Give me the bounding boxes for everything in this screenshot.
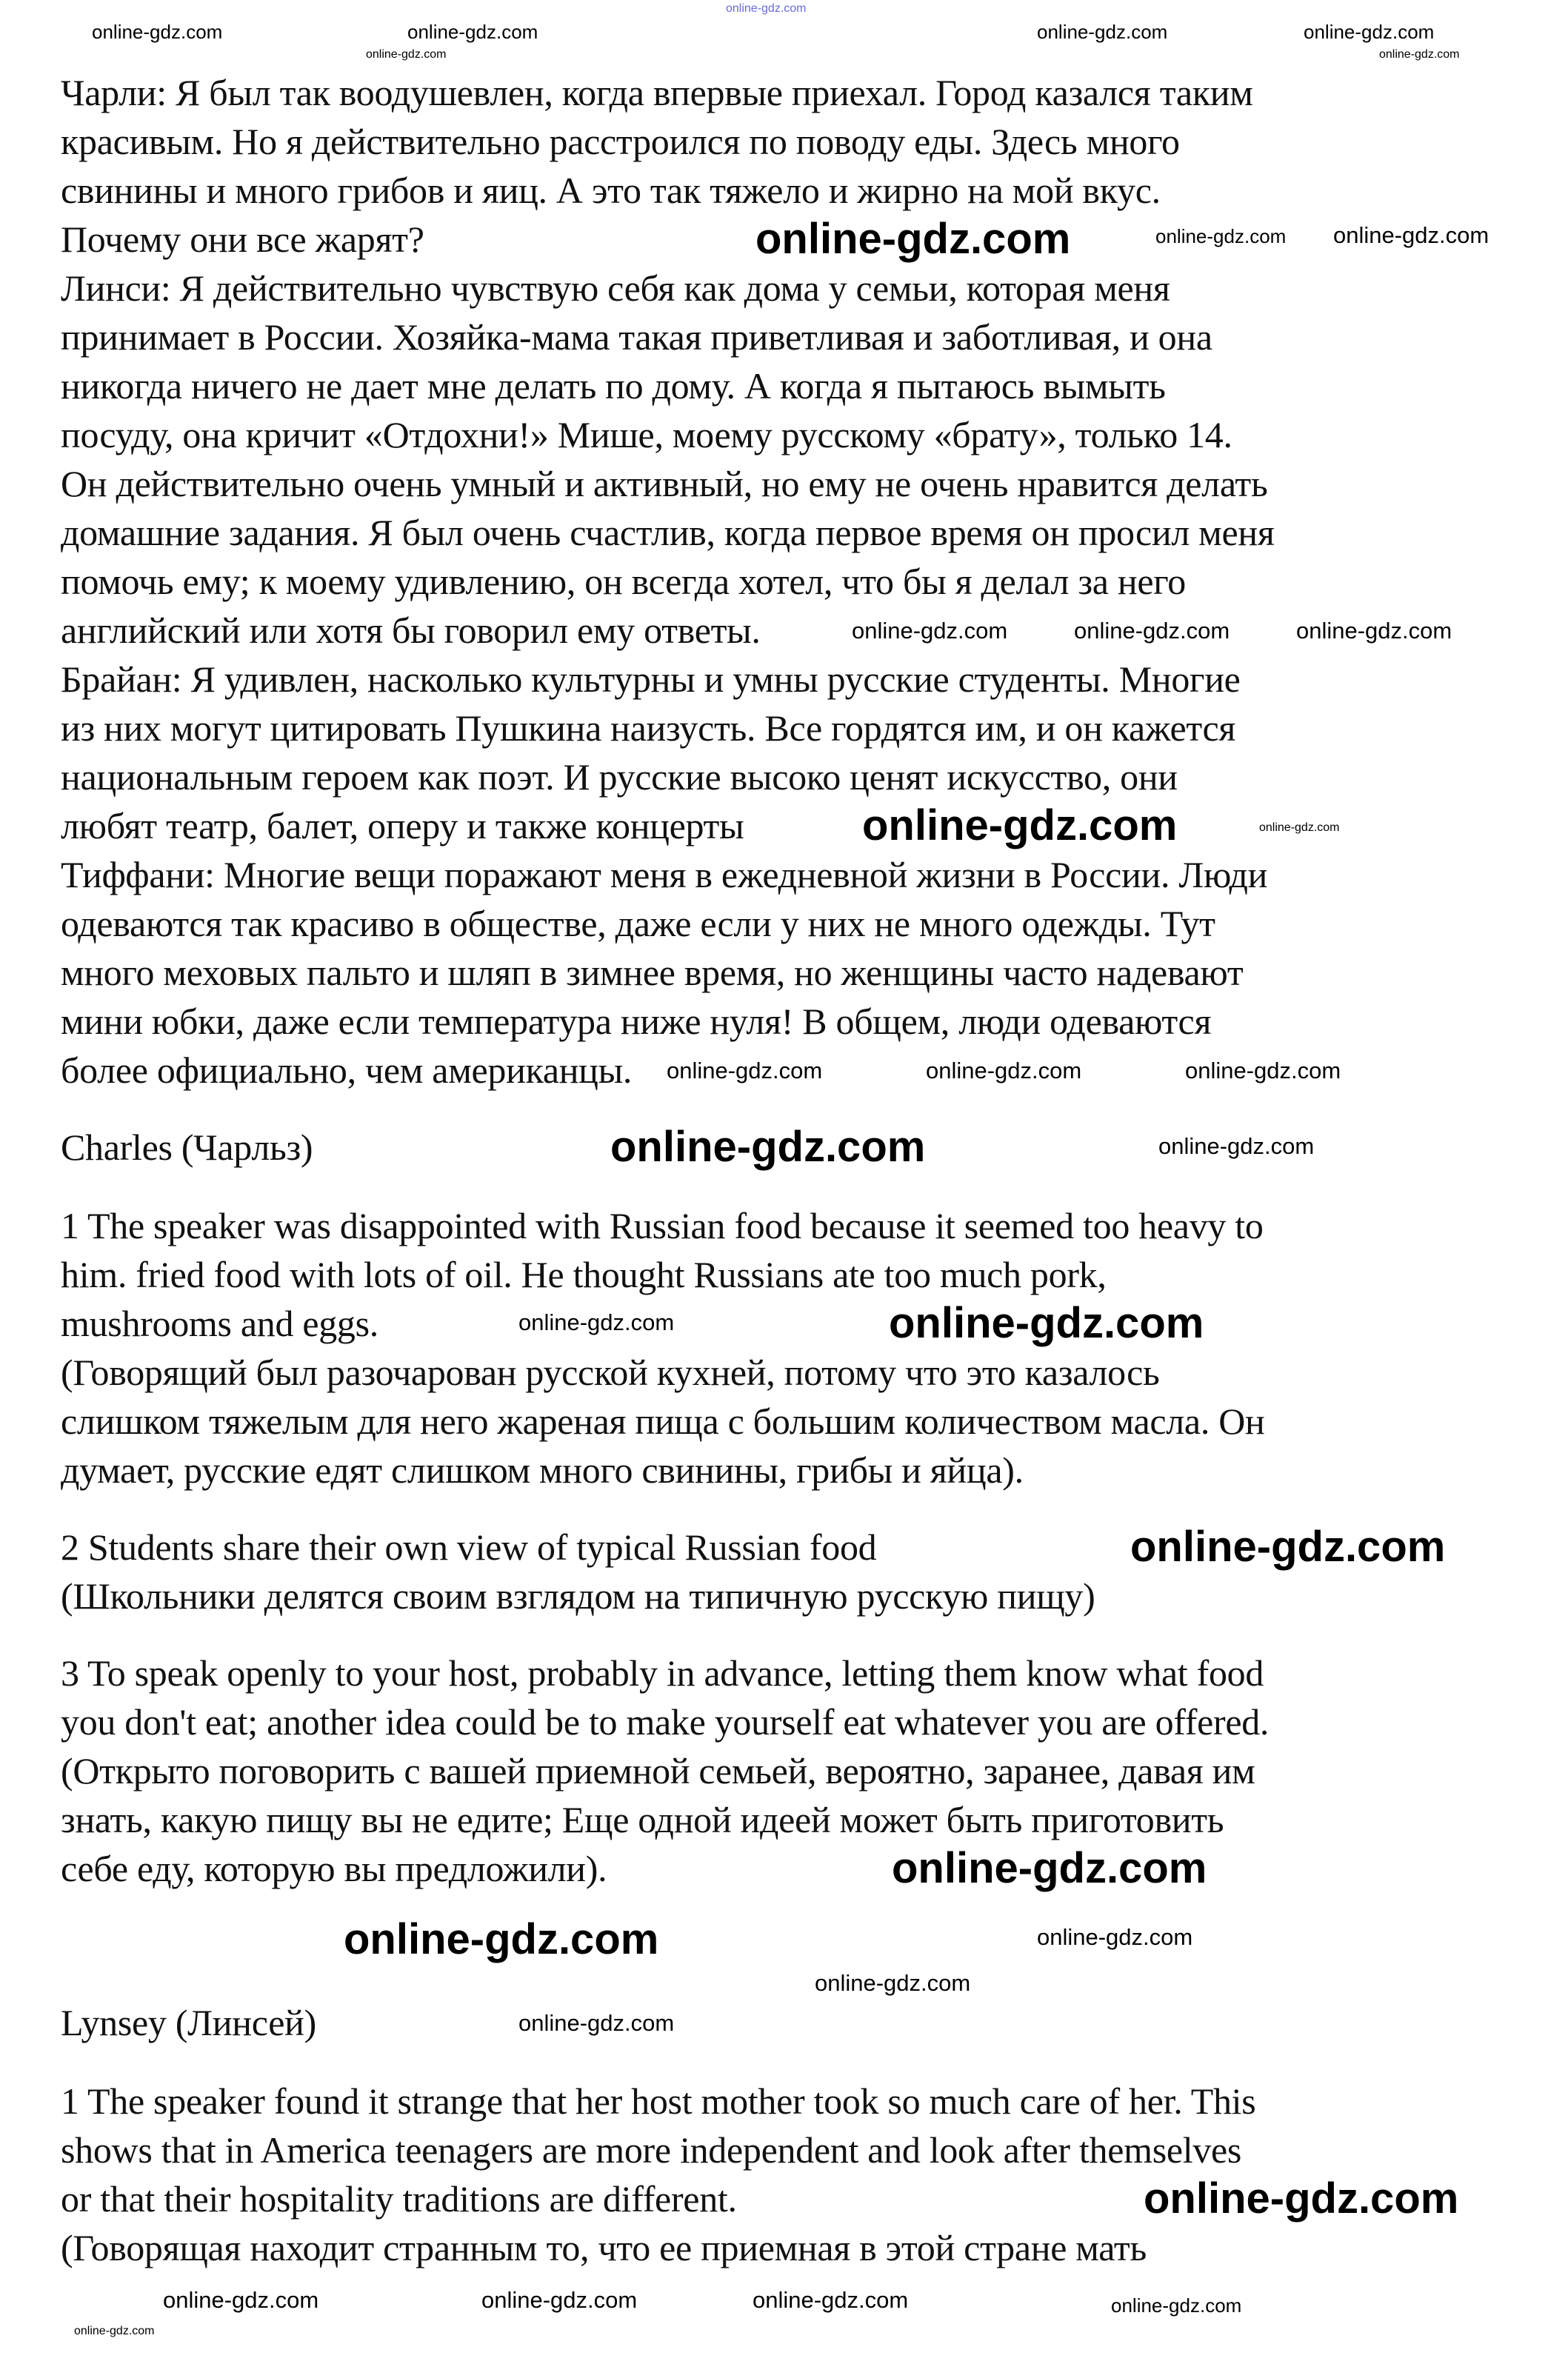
text-line: you don't eat; another idea could be to make yourself eat whatever you are offered. [61,1701,1270,1743]
text-line: мини юбки, даже если температура ниже нуля! В общем, люди одеваются [61,1001,1212,1042]
watermark: online-gdz.com [852,618,1008,644]
text-line: себе еду, которую вы предложили). [61,1848,607,1889]
text-line: любят театр, балет, оперу и также концерты [61,805,744,847]
header-watermark: online-gdz.com [726,2,807,15]
watermark: online-gdz.com [1259,821,1340,834]
text-line: Чарли: Я был так воодушевлен, когда впервые приехал. Город казался таким [61,72,1253,113]
text-line: 2 Students share their own view of typical Russian food [61,1526,877,1568]
text-line: (Школьники делятся своим взглядом на типичную русскую пищу) [61,1575,1095,1617]
watermark: online-gdz.com [892,1844,1207,1892]
text-line: из них могут цитировать Пушкина наизусть. Все гордятся им, и он кажется [61,707,1236,749]
watermark: online-gdz.com [1074,618,1230,644]
text-line: Почему они все жарят? [61,218,424,260]
watermark: online-gdz.com [1185,1058,1341,1084]
watermark: online-gdz.com [889,1299,1204,1347]
text-line: shows that in America teenagers are more independent and look after themselves [61,2129,1242,2171]
text-line: (Открыто поговорить с вашей приемной семьей, вероятно, заранее, давая им [61,1750,1255,1792]
watermark: online-gdz.com [926,1058,1082,1084]
text-line: думает, русские едят слишком много свинины, грибы и яйца). [61,1449,1024,1491]
text-line: знать, какую пищу вы не едите; Еще одной идеей может быть приготовить [61,1799,1224,1840]
watermark: online-gdz.com [366,48,447,61]
watermark: online-gdz.com [1144,2174,1459,2223]
text-line: or that their hospitality traditions are different. [61,2178,737,2220]
text-line: много меховых пальто и шляп в зимнее время, но женщины часто надевают [61,952,1244,993]
watermark: online-gdz.com [74,2325,155,2337]
watermark: online-gdz.com [1037,21,1168,43]
watermark: online-gdz.com [1037,1924,1193,1950]
text-line: Брайан: Я удивлен, насколько культурны и умны русские студенты. Многие [61,658,1241,700]
watermark: online-gdz.com [755,215,1071,263]
text-line: национальным героем как поэт. И русские высоко ценят искусство, они [61,756,1178,798]
text-line: 1 The speaker found it strange that her host mother took so much care of her. This [61,2080,1256,2122]
paragraph-block [61,1649,1535,1893]
text-line: слишком тяжелым для него жареная пища с большим количеством масла. Он [61,1400,1265,1442]
watermark: online-gdz.com [1379,48,1460,61]
watermark: online-gdz.com [1111,2294,1242,2317]
text-line: (Говорящая находит странным то, что ее приемная в этой стране мать [61,2227,1147,2268]
text-line: 3 To speak openly to your host, probably in advance, letting them know what food [61,1652,1264,1694]
watermark: online-gdz.com [815,1970,971,1996]
watermark: online-gdz.com [518,1309,675,1335]
watermark: online-gdz.com [481,2287,638,2313]
text-line: Тиффани: Многие вещи поражают меня в ежедневной жизни в России. Люди [61,854,1268,895]
watermark: online-gdz.com [518,2010,675,2036]
text-line: помочь ему; к моему удивлению, он всегда хотел, что бы я делал за него [61,561,1186,602]
watermark: online-gdz.com [1304,21,1435,43]
watermark: online-gdz.com [1296,618,1452,644]
watermark: online-gdz.com [163,2287,319,2313]
text-line: домашние задания. Я был очень счастлив, когда первое время он просил меня [61,512,1275,553]
watermark: online-gdz.com [667,1058,823,1084]
paragraph-block [61,1201,1535,1495]
text-line: более официально, чем американцы. [61,1049,633,1091]
text-line: никогда ничего не дает мне делать по дому. А когда я пытаюсь вымыть [61,365,1166,407]
watermark: online-gdz.com [344,1915,659,1963]
text-line: Charles (Чарльз) [61,1126,313,1168]
text-line: принимает в России. Хозяйка-мама такая приветливая и заботливая, и она [61,316,1212,358]
text-line: Lynsey (Линсей) [61,2002,316,2043]
text-line: английский или хотя бы говорил ему ответы. [61,610,761,651]
text-line: mushrooms and eggs. [61,1303,378,1344]
text-line: (Говорящий был разочарован русской кухней, потому что это казалось [61,1352,1160,1393]
watermark: online-gdz.com [407,21,538,43]
watermark: online-gdz.com [1130,1523,1446,1571]
watermark: online-gdz.com [753,2287,909,2313]
paragraph-block [61,1998,1535,2047]
text-line: свинины и много грибов и яиц. А это так тяжело и жирно на мой вкус. [61,170,1161,211]
text-line: him. fried food with lots of oil. He thought Russians ate too much pork, [61,1254,1107,1295]
text-line: 1 The speaker was disappointed with Russian food because it seemed too heavy to [61,1205,1264,1246]
text-line: посуду, она кричит «Отдохни!» Мише, моему русскому «брату», только 14. [61,414,1232,455]
watermark: online-gdz.com [1158,1133,1315,1159]
watermark: online-gdz.com [1333,222,1489,248]
text-line: Он действительно очень умный и активный, но ему не очень нравится делать [61,463,1268,504]
text-line: одеваются так красиво в обществе, даже если у них не много одежды. Тут [61,903,1215,944]
text-line: красивым. Но я действительно расстроился по поводу еды. Здесь много [61,121,1180,162]
watermark: online-gdz.com [610,1123,926,1171]
watermark: online-gdz.com [862,801,1178,849]
text-line: Линси: Я действительно чувствую себя как дома у семьи, которая меня [61,267,1170,309]
watermark: online-gdz.com [1155,225,1287,247]
watermark: online-gdz.com [92,21,223,43]
